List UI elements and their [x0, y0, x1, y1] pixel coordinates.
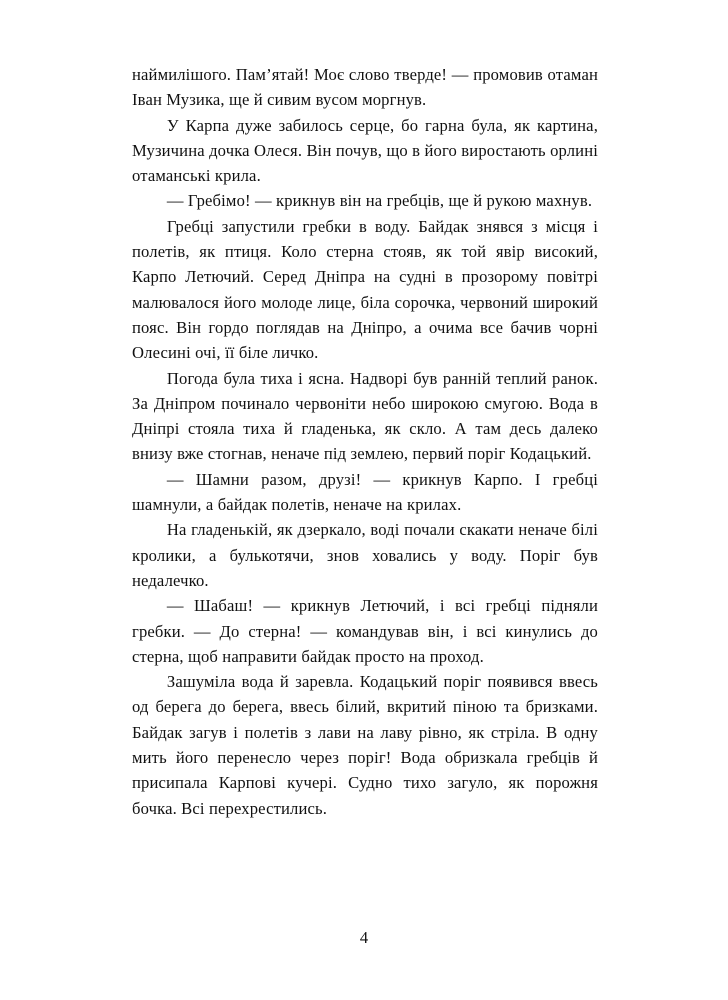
- paragraph: На гладенькій, як дзеркало, воді почали скакати неначе білі кролики, а булькотячи, знов ховались у воду. Поріг був недалечко.: [132, 520, 598, 590]
- paragraph: наймилішого. Пам’ятай! Моє слово тверде! — промовив отаман Іван Музика, ще й сивим вусом моргнув.: [132, 65, 598, 110]
- paragraph: Зашуміла вода й заревла. Кодацький поріг появився ввесь од берега до берега, ввесь білий, вкритий піною та бризками. Байдак загув і полетів з лави на лаву рівно, як стріла. В одну мить його перенесло через поріг! Вода обризкала гребців й присипала Карпові кучері. Судно тихо загуло, як порожня бочка. Всі перехрестились.: [132, 672, 598, 818]
- page-number: 4: [359, 928, 369, 947]
- paragraph: У Карпа дуже забилось серце, бо гарна була, як картина, Музичина дочка Олеся. Він почув, що в його виростають орлині отаманські крила.: [132, 115, 598, 186]
- paragraph: — Шамни разом, друзі! — крикнув Карпо. І гребці шамнули, а байдак полетів, неначе на крилах.: [132, 469, 598, 515]
- paragraph: — Гребімо! — крикнув він на гребців, ще й рукою махнув.: [166, 191, 593, 211]
- paragraph: — Шабаш! — крикнув Летючий, і всі гребці підняли гребки. — До стерна! — командував він, і всі кинулись до стерна, щоб направити байдак просто на проход.: [132, 596, 598, 666]
- paragraph: Погода була тиха і ясна. Надворі був ранній теплий ранок. За Дніпром починало червоніти небо широкою смугою. Вода в Дніпрі стояла тиха й гладенька, як скло. А там десь далеко внизу вже стогнав, неначе під землею, первий поріг Кодацький.: [132, 368, 598, 464]
- page-text-body: [132, 62, 598, 821]
- paragraph: Гребці запустили гребки в воду. Байдак знявся з місця і полетів, як птиця. Коло стерна стояв, як той явір високий, Карпо Летючий. Серед Дніпра на судні в прозорому повітрі малювалося його молоде лице, біла сорочка, червоний широкий пояс. Він гордо поглядав на Дніпро, а очима все бачив чорні Олесині очі, її біле личко.: [132, 216, 598, 363]
